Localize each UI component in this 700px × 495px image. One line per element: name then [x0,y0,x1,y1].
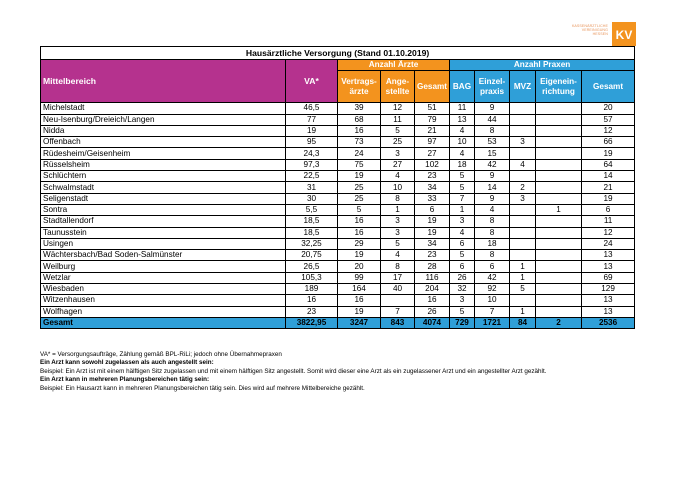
value-cell: 95 [286,137,338,148]
value-cell: 3 [381,148,415,159]
mittelbereich-cell: Usingen [41,238,286,249]
mittelbereich-cell: Seligenstadt [41,193,286,204]
value-cell [510,204,536,215]
value-cell: 5 [450,182,475,193]
table-row [41,261,635,272]
value-cell: 27 [381,159,415,170]
table-row [41,103,635,114]
value-cell: 4 [381,250,415,261]
value-cell: 18 [450,159,475,170]
value-cell: 2 [510,182,536,193]
value-cell: 92 [475,284,510,295]
value-cell: 5 [450,306,475,317]
logo-line: KASSENÄRZTLICHE [571,24,608,28]
value-cell: 25 [381,137,415,148]
table-row [41,159,635,170]
value-cell: 30 [286,193,338,204]
value-cell: 20 [582,103,635,114]
value-cell [536,250,582,261]
header-bag: BAG [450,71,475,103]
value-cell: 10 [475,295,510,306]
table-title: Hausärztliche Versorgung (Stand 01.10.2019) [41,47,635,60]
value-cell: 13 [582,295,635,306]
logo-text [542,24,608,37]
table-row [41,193,635,204]
value-cell: 3 [450,216,475,227]
value-cell: 8 [381,261,415,272]
value-cell: 40 [381,284,415,295]
value-cell: 204 [415,284,450,295]
value-cell: 16 [338,295,381,306]
value-cell: 7 [475,306,510,317]
value-cell [381,295,415,306]
value-cell: 42 [475,159,510,170]
value-cell: 3 [381,227,415,238]
header-vertragsaerzte: Vertrags-ärzte [338,71,381,103]
value-cell: 3 [381,216,415,227]
value-cell: 29 [338,238,381,249]
value-cell: 44 [475,114,510,125]
mittelbereich-cell: Wiesbaden [41,284,286,295]
footnote-heading: Ein Arzt kann in mehreren Planungsbereichen tätig sein: [40,376,210,384]
value-cell: 53 [475,137,510,148]
value-cell [536,137,582,148]
value-cell: 105,3 [286,272,338,283]
value-cell: 3 [510,137,536,148]
value-cell [536,193,582,204]
mittelbereich-cell: Neu-Isenburg/Dreieich/Langen [41,114,286,125]
value-cell: 19 [338,171,381,182]
value-cell: 31 [286,182,338,193]
table-row [41,114,635,125]
hausaerztliche-versorgung-table [40,46,635,329]
mittelbereich-cell: Nidda [41,125,286,136]
table-row [41,227,635,238]
value-cell: 99 [338,272,381,283]
value-cell: 69 [582,272,635,283]
value-cell [536,171,582,182]
mittelbereich-cell: Sontra [41,204,286,215]
value-cell [510,148,536,159]
value-cell: 77 [286,114,338,125]
value-cell: 17 [381,272,415,283]
kv-logo-mark-icon [612,22,636,46]
value-cell: 97 [415,137,450,148]
value-cell [510,216,536,227]
value-cell: 5 [381,238,415,249]
total-row [41,317,635,328]
value-cell: 5 [381,125,415,136]
value-cell: 12 [582,125,635,136]
mittelbereich-cell: Wächtersbach/Bad Soden-Salmünster [41,250,286,261]
total-cell: 1721 [475,317,510,328]
table-row [41,137,635,148]
value-cell [536,306,582,317]
value-cell: 6 [450,261,475,272]
value-cell: 21 [582,182,635,193]
value-cell: 27 [415,148,450,159]
value-cell: 15 [475,148,510,159]
value-cell: 39 [338,103,381,114]
mittelbereich-cell: Rüsselsheim [41,159,286,170]
value-cell [536,159,582,170]
value-cell: 79 [415,114,450,125]
value-cell: 12 [582,227,635,238]
value-cell: 19 [582,193,635,204]
value-cell: 8 [475,216,510,227]
table-row [41,171,635,182]
value-cell: 75 [338,159,381,170]
value-cell: 5,5 [286,204,338,215]
header-einzelpraxis: Einzel-praxis [475,71,510,103]
value-cell: 7 [381,306,415,317]
value-cell: 13 [582,261,635,272]
value-cell: 3 [510,193,536,204]
table-row [41,204,635,215]
value-cell: 7 [450,193,475,204]
value-cell: 189 [286,284,338,295]
mittelbereich-cell: Schlüchtern [41,171,286,182]
footnote: VA* = Versorgungsaufträge, Zählung gemäß BPL-RiLi; jedoch ohne Übernahmepraxen [40,351,282,358]
value-cell: 129 [582,284,635,295]
value-cell: 11 [582,216,635,227]
table-row [41,272,635,283]
value-cell: 1 [536,204,582,215]
value-cell [536,148,582,159]
value-cell: 5 [450,250,475,261]
value-cell: 46,5 [286,103,338,114]
value-cell: 64 [582,159,635,170]
value-cell [536,284,582,295]
header-angestellte: Ange-stellte [381,71,415,103]
value-cell: 19 [582,148,635,159]
mittelbereich-cell: Witzenhausen [41,295,286,306]
value-cell: 4 [510,159,536,170]
header-gesamt-praxen: Gesamt [582,71,635,103]
value-cell: 1 [510,272,536,283]
kv-hessen-logo [542,22,662,48]
value-cell: 6 [475,261,510,272]
value-cell: 10 [450,137,475,148]
value-cell: 51 [415,103,450,114]
header-mvz: MVZ [510,71,536,103]
value-cell: 5 [338,204,381,215]
value-cell: 19 [338,306,381,317]
value-cell: 19 [415,227,450,238]
table-row [41,250,635,261]
value-cell: 102 [415,159,450,170]
value-cell [536,114,582,125]
value-cell: 16 [338,125,381,136]
value-cell: 3 [450,295,475,306]
mittelbereich-cell: Schwalmstadt [41,182,286,193]
total-cell: 729 [450,317,475,328]
total-cell: 84 [510,317,536,328]
value-cell: 24,3 [286,148,338,159]
mittelbereich-cell: Rüdesheim/Geisenheim [41,148,286,159]
footnotes [40,351,640,393]
value-cell: 57 [582,114,635,125]
value-cell: 9 [475,103,510,114]
logo-line: VEREINIGUNG [581,28,608,33]
value-cell: 8 [475,250,510,261]
value-cell: 21 [415,125,450,136]
value-cell: 24 [582,238,635,249]
value-cell [510,295,536,306]
value-cell: 22,5 [286,171,338,182]
value-cell [536,103,582,114]
value-cell: 10 [381,182,415,193]
value-cell: 4 [450,125,475,136]
value-cell: 42 [475,272,510,283]
value-cell: 23 [415,250,450,261]
value-cell: 25 [338,193,381,204]
value-cell: 16 [338,216,381,227]
value-cell [510,227,536,238]
table-row [41,238,635,249]
header-group-aerzte: Anzahl Ärzte [338,60,450,71]
value-cell: 13 [582,250,635,261]
value-cell [536,295,582,306]
footnote: Beispiel: Ein Arzt ist mit einem hälftigen Sitz zugelassen und mit einem hälftigen Sitz angestellt. Somit wird dieser eine Arzt als ein zugelassener Arzt und ein angestellter Arzt gezählt. [40,367,547,375]
value-cell: 5 [510,284,536,295]
value-cell: 68 [338,114,381,125]
footnote: Beispiel: Ein Hausarzt kann in mehreren Planungsbereichen tätig sein. Dies wird auf mehrere Mittelbereiche gezählt. [40,384,365,392]
table-row [41,284,635,295]
header-group-praxen: Anzahl Praxen [450,60,635,71]
value-cell: 8 [475,227,510,238]
footnote-heading: Ein Arzt kann sowohl zugelassen als auch angestellt sein: [40,359,214,367]
value-cell: 4 [450,227,475,238]
value-cell: 16 [415,295,450,306]
value-cell: 116 [415,272,450,283]
value-cell [510,171,536,182]
value-cell: 13 [582,306,635,317]
table-row [41,182,635,193]
value-cell: 12 [381,103,415,114]
table-row [41,216,635,227]
value-cell [510,238,536,249]
total-cell: 3247 [338,317,381,328]
value-cell [536,261,582,272]
value-cell: 26,5 [286,261,338,272]
value-cell: 4 [475,204,510,215]
value-cell [536,125,582,136]
value-cell: 9 [475,193,510,204]
value-cell: 18,5 [286,227,338,238]
value-cell: 19 [286,125,338,136]
value-cell: 26 [415,306,450,317]
total-cell: 4074 [415,317,450,328]
value-cell: 19 [338,250,381,261]
value-cell: 14 [475,182,510,193]
mittelbereich-cell: Wolfhagen [41,306,286,317]
value-cell: 1 [450,204,475,215]
header-va: VA* [286,60,338,103]
value-cell: 73 [338,137,381,148]
header-eigeneinrichtung: Eigenein-richtung [536,71,582,103]
value-cell: 33 [415,193,450,204]
logo-line: HESSEN [592,32,608,37]
header-gesamt-aerzte: Gesamt [415,71,450,103]
value-cell: 8 [381,193,415,204]
header-mittelbereich: Mittelbereich [41,60,286,103]
svg-text:KV: KV [615,28,633,42]
value-cell: 1 [510,261,536,272]
value-cell [536,238,582,249]
total-cell: 843 [381,317,415,328]
value-cell: 16 [338,227,381,238]
value-cell: 16 [286,295,338,306]
table-row [41,148,635,159]
value-cell: 1 [381,204,415,215]
value-cell [510,114,536,125]
value-cell: 32,25 [286,238,338,249]
value-cell [536,272,582,283]
value-cell: 34 [415,182,450,193]
value-cell: 26 [450,272,475,283]
value-cell: 20 [338,261,381,272]
value-cell: 1 [510,306,536,317]
table-row [41,306,635,317]
value-cell: 19 [415,216,450,227]
value-cell [536,182,582,193]
value-cell: 6 [450,238,475,249]
table-row [41,295,635,306]
value-cell: 18 [475,238,510,249]
value-cell: 34 [415,238,450,249]
value-cell: 66 [582,137,635,148]
value-cell: 23 [415,171,450,182]
value-cell: 164 [338,284,381,295]
value-cell [510,125,536,136]
value-cell: 6 [415,204,450,215]
mittelbereich-cell: Stadtallendorf [41,216,286,227]
value-cell: 14 [582,171,635,182]
value-cell: 28 [415,261,450,272]
value-cell: 6 [582,204,635,215]
value-cell: 32 [450,284,475,295]
mittelbereich-cell: Weilburg [41,261,286,272]
value-cell: 5 [450,171,475,182]
value-cell: 97,3 [286,159,338,170]
total-cell: 2 [536,317,582,328]
value-cell [536,227,582,238]
mittelbereich-cell: Michelstadt [41,103,286,114]
value-cell: 4 [381,171,415,182]
value-cell [510,103,536,114]
value-cell: 24 [338,148,381,159]
table-row [41,125,635,136]
value-cell [536,216,582,227]
value-cell: 23 [286,306,338,317]
value-cell: 11 [450,103,475,114]
value-cell: 13 [450,114,475,125]
mittelbereich-cell: Taunusstein [41,227,286,238]
value-cell: 20,75 [286,250,338,261]
total-cell: 2536 [582,317,635,328]
value-cell: 4 [450,148,475,159]
value-cell [510,250,536,261]
value-cell: 9 [475,171,510,182]
mittelbereich-cell: Wetzlar [41,272,286,283]
mittelbereich-cell: Offenbach [41,137,286,148]
total-cell: Gesamt [41,317,286,328]
value-cell: 18,5 [286,216,338,227]
value-cell: 8 [475,125,510,136]
total-cell: 3822,95 [286,317,338,328]
value-cell: 11 [381,114,415,125]
value-cell: 25 [338,182,381,193]
